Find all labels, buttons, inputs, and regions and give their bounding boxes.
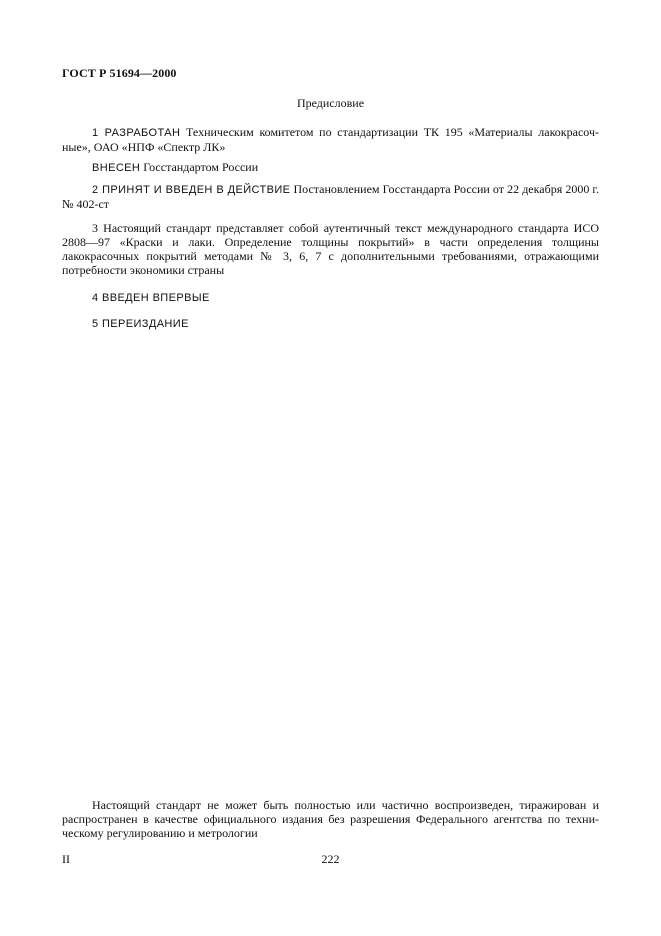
preface-heading: Предисловие (296, 96, 365, 110)
roman-page-number: II (62, 852, 70, 866)
page-number: 222 (321, 852, 340, 866)
preface-introduced (62, 160, 599, 175)
preface-introduced-text: Госстандартом России (140, 160, 259, 174)
preface-item-2-text: Постановлением Госстандарта России от 22 декабря 2000 г. № 402-ст (62, 182, 599, 211)
preface-item-1-label: 1 РАЗРАБОТАН (92, 127, 181, 139)
preface-item-3: 3 Настоящий стандарт представляет собой аутентичный текст международного стандарта ИСО 2808—97 «Краски и лаки. Определение толщины покрытий» в части определения толщины лакокрасочных покрытий методами № 3, 6, 7 с дополнительными требованиями, отражающими потребности экономики страны (62, 221, 599, 277)
preface-item-4 (62, 290, 599, 305)
preface-item-5-label: 5 ПЕРЕИЗДАНИЕ (92, 318, 189, 330)
preface-item-2 (62, 182, 599, 211)
document-code: ГОСТ Р 51694—2000 (62, 66, 177, 80)
preface-item-1-text: Техническим комитетом по стандартизации ТК 195 «Материалы лакокрасоч-ные», ОАО «НПФ «Спектр ЛК» (62, 125, 599, 154)
preface-item-2-label: 2 ПРИНЯТ И ВВЕДЕН В ДЕЙСТВИЕ (92, 184, 291, 196)
preface-item-1 (62, 125, 599, 154)
copyright-notice: Настоящий стандарт не может быть полностью или частично воспроизведен, тиражирован и распространен в качестве официального издания без разрешения Федерального агентства по техни-ческому регулированию и метрологии (62, 798, 599, 840)
preface-introduced-label: ВНЕСЕН (92, 162, 141, 174)
preface-item-5 (62, 316, 599, 331)
preface-item-4-label: 4 ВВЕДЕН ВПЕРВЫЕ (92, 292, 210, 304)
